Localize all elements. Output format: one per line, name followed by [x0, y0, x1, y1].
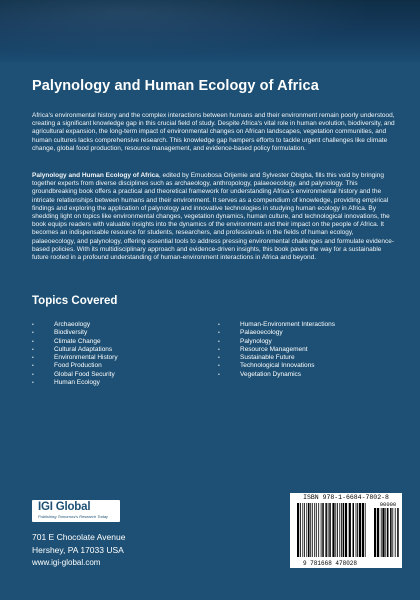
- barcode-bar: [353, 503, 355, 557]
- barcode-bar: [390, 508, 392, 557]
- description-paragraph: [32, 172, 398, 262]
- barcode-bar: [300, 503, 301, 557]
- barcode-bar: [359, 503, 361, 557]
- barcode-bar: [316, 503, 317, 557]
- topic-item: • Environmental History: [32, 354, 118, 362]
- topic-item: • Food Production: [32, 362, 118, 370]
- barcode-bar: [297, 503, 299, 557]
- price-addon-bars: [374, 508, 399, 557]
- address-street: 701 E Chocolate Avenue: [32, 532, 126, 542]
- publisher-logo: [32, 500, 120, 522]
- ean-digits: 9 781668 478028: [302, 560, 358, 567]
- topic-item: • Global Food Security: [32, 371, 118, 379]
- barcode-bar: [392, 508, 393, 557]
- barcode-bar: [304, 503, 305, 557]
- barcode-bar: [395, 508, 396, 557]
- barcode-bar: [349, 503, 351, 557]
- barcode-bar: [308, 503, 310, 557]
- topic-item: • Technological Innovations: [218, 362, 335, 370]
- address-city: Hershey, PA 17033 USA: [32, 545, 124, 555]
- barcode-bar: [339, 503, 340, 557]
- price-code: 90000: [379, 501, 397, 508]
- topics-heading: Topics Covered: [32, 295, 118, 307]
- barcode-bar: [335, 503, 336, 557]
- barcode-bar: [321, 503, 322, 557]
- barcode-bar: [341, 503, 342, 557]
- topic-item: • Palaeoecology: [218, 329, 335, 337]
- publisher-logo-tagline: Publishing Tomorrow's Research Today: [38, 514, 109, 519]
- topic-item: • Human Ecology: [32, 379, 118, 387]
- topics-list-right: [218, 321, 335, 379]
- topic-item: • Climate Change: [32, 338, 118, 346]
- barcode: [290, 493, 402, 568]
- barcode-bar: [306, 503, 307, 557]
- barcode-bar: [385, 508, 386, 557]
- barcode-bar: [318, 503, 319, 557]
- topic-item: • Resource Management: [218, 346, 335, 354]
- barcode-bar: [356, 503, 357, 557]
- barcode-bar: [322, 503, 324, 557]
- barcode-bar: [337, 503, 338, 557]
- barcode-bar: [345, 503, 347, 557]
- description-book-title: Palynology and Human Ecology of Africa: [32, 172, 159, 179]
- barcode-bar: [302, 503, 303, 557]
- barcode-bar: [332, 503, 334, 557]
- isbn-text: ISBN 978-1-6684-7802-8: [303, 494, 389, 501]
- barcode-bar: [362, 503, 364, 557]
- topics-list-left: [32, 321, 118, 387]
- topic-item: • Biodiversity: [32, 329, 118, 337]
- topic-item: • Archaeology: [32, 321, 118, 329]
- barcode-bar: [382, 508, 384, 557]
- barcode-bar: [387, 508, 389, 557]
- intro-paragraph: Africa's environmental history and the complex interactions between humans and their environment remain poorly understood, creating a significant knowledge gap in this crucial field of study. Despite Africa's vital role in human evolution, biodiversity, and agricultural expansion, the long-term impact of environmental changes on African landscapes, vegetation communities, and human cultures lacks comprehensive research. This knowledge gap hampers efforts to tackle urgent challenges like climate change, global food production, resource management, and evidence-based policy formulation.: [32, 112, 395, 152]
- barcode-bar: [314, 503, 315, 557]
- description-text: , edited by Emuobosa Orijemie and Sylvester Obigba, fills this void by bringing together experts from diverse disciplines such as archaeology, anthropology, palaeoecology, and palynology. This groundbreaking book offers a practical and theoretical framework for understanding Africa's environmental history and the intricate relationships between humans and their environment. It serves as a compendium of knowledge, providing empirical findings and exploring the application of palynology and innovative technologies in studying human ecology in Africa. By shedding light on topics like environmental changes, vegetation dynamics, human culture, and technological innovations, the book equips readers with valuable insights into the dynamics of the environment and their impact on the people of Africa. It becomes an indispensable resource for students, researchers, and professionals in the fields of human ecology, palaeoecology, and palynology, offering essential tools to address pressing environmental challenges and formulate evidence-based policies. With its multidisciplinary approach and evidence-driven insights, this book paves the way for a sustainable future rooted in a profound understanding of human-environment interactions in Africa and beyond.: [32, 172, 395, 262]
- barcode-bar: [357, 503, 358, 557]
- barcode-bar: [329, 503, 331, 557]
- topic-item: • Human-Environment Interactions: [218, 321, 335, 329]
- barcode-bar: [325, 503, 327, 557]
- publisher-logo-name: IGI Global: [38, 501, 91, 513]
- barcode-bar: [312, 503, 313, 557]
- barcode-bar: [397, 508, 399, 557]
- topic-item: • Palynology: [218, 338, 335, 346]
- topic-item: • Cultural Adaptations: [32, 346, 118, 354]
- barcode-bar: [343, 503, 345, 557]
- barcode-bar: [365, 503, 366, 557]
- barcode-bars: [297, 503, 366, 557]
- publisher-website: www.igi-global.com: [32, 558, 101, 567]
- barcode-bar: [310, 503, 311, 557]
- barcode-panel: [290, 493, 402, 568]
- topic-item: • Sustainable Future: [218, 354, 335, 362]
- top-band: [0, 0, 420, 62]
- barcode-bar: [377, 508, 379, 557]
- barcode-bar: [374, 508, 376, 557]
- barcode-bar: [381, 508, 382, 557]
- book-title: Palynology and Human Ecology of Africa: [32, 78, 319, 94]
- barcode-bar: [328, 503, 329, 557]
- topic-item: • Vegetation Dynamics: [218, 371, 335, 379]
